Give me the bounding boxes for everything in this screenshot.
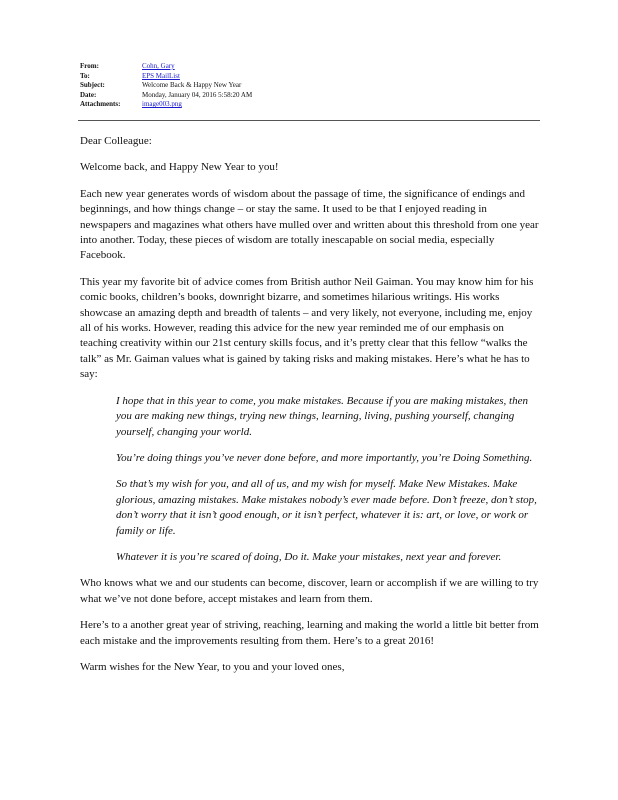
attachments-row bbox=[80, 100, 540, 110]
from-label: From: bbox=[80, 62, 99, 70]
email-header bbox=[80, 62, 540, 110]
paragraph-3: Who knows what we and our students can become, discover, learn or accomplish if we are willing to try what we’ve not done before, accept mistakes and learn from them. bbox=[80, 577, 539, 605]
to-label: To: bbox=[80, 71, 90, 80]
date-value: Monday, January 04, 2016 5:58:20 AM bbox=[142, 90, 253, 99]
welcome-line: Welcome back, and Happy New Year to you! bbox=[80, 161, 279, 174]
paragraph-1: Each new year generates words of wisdom about the passage of time, the significance of endings and beginnings, and how things change – or stay the same. It used to be that I enjoyed reading in newspapers and magazines what others have mulled over and written about this threshold from one year into another. Today, these pieces of wisdom are totally inescapable on social media, especially Facebook. bbox=[80, 187, 539, 262]
quote-paragraph-1: I hope that in this year to come, you make mistakes. Because if you are making mistakes, then you are making new things, trying new things, learning, living, pushing yourself, changing yourself, changing your world. bbox=[116, 394, 528, 438]
from-row bbox=[80, 62, 540, 72]
to-row bbox=[80, 72, 540, 82]
header-divider bbox=[78, 120, 540, 121]
subject-row bbox=[80, 81, 540, 91]
letter-body bbox=[80, 134, 540, 686]
date-row bbox=[80, 91, 540, 101]
quote-paragraph-3: So that’s my wish for you, and all of us, and my wish for myself. Make New Mistakes. Make glorious, amazing mistakes. Make mistakes nobody’s ever made before. Don’t freeze, don’t stop, don’t worry that it isn’t good enough, or it isn’t perfect, whatever it is: art, or love, or work or family or life. bbox=[116, 478, 537, 537]
quote-paragraph-2: You’re doing things you’ve never done before, and more importantly, you’re Doing Something. bbox=[116, 451, 533, 464]
date-label: Date: bbox=[80, 90, 97, 99]
subject-label: Subject: bbox=[80, 81, 105, 90]
attachment-link[interactable]: image003.png bbox=[142, 100, 182, 109]
paragraph-4: Here’s to a another great year of striving, reaching, learning and making the world a little bit better from each mistake and the improvements resulting from them. Here’s to a great 2016! bbox=[80, 619, 539, 647]
greeting: Dear Colleague: bbox=[80, 135, 152, 147]
from-link[interactable]: Cohn, Gary bbox=[142, 62, 175, 70]
attachments-label: Attachments: bbox=[80, 100, 121, 109]
subject-value: Welcome Back & Happy New Year bbox=[142, 81, 242, 90]
gaiman-quote bbox=[116, 394, 540, 566]
quote-paragraph-4: Whatever it is you’re scared of doing, Do it. Make your mistakes, next year and forever. bbox=[116, 550, 502, 563]
paragraph-2: This year my favorite bit of advice comes from British author Neil Gaiman. You may know him for his comic books, children’s books, downright bizarre, and sometimes hilarious writings. His works showcase an amazing depth and breadth of talents – and very likely, not everyone, including me, enjoy all of his works. However, reading this advice for the new year reminded me of our emphasis on teaching creativity within our 21st century skills focus, and it’s pretty clear that this fellow “walks the talk” as Mr. Gaiman values what is gained by taking risks and making mistakes. Here’s what he has to say: bbox=[80, 275, 534, 381]
closing-line: Warm wishes for the New Year, to you and your loved ones, bbox=[80, 660, 345, 673]
to-link[interactable]: EPS MailList bbox=[142, 71, 180, 80]
